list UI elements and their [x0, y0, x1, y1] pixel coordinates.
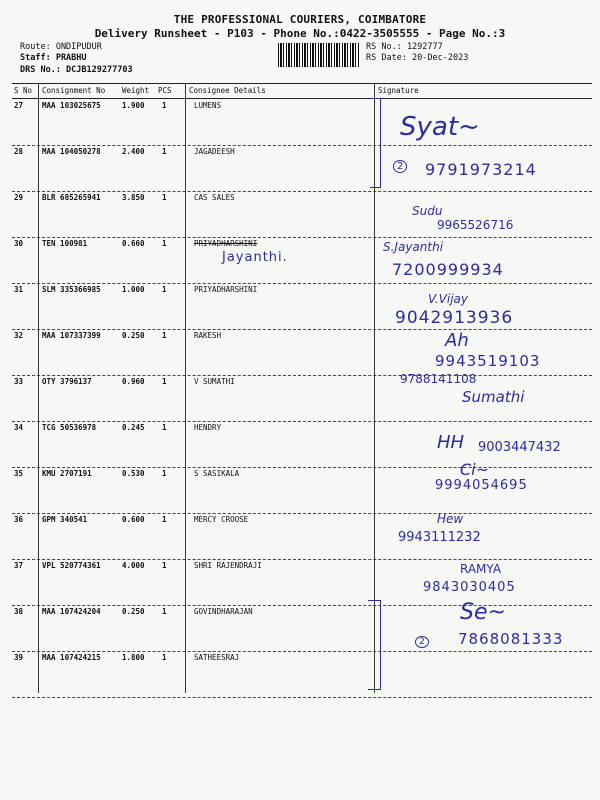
- row37-phone: 9843030405: [423, 580, 516, 595]
- row29-phone: 9965526716: [437, 218, 514, 232]
- cell-weight: 0.600: [122, 515, 145, 524]
- table-row: [12, 101, 592, 146]
- cell-pcs: 1: [162, 239, 167, 248]
- cell-sno: 39: [14, 653, 24, 662]
- drs-label: DRS No.: DCJB129277703: [20, 65, 133, 75]
- cell-consignment: MAA 107424215: [42, 653, 101, 662]
- document-subtitle: Delivery Runsheet - P103 - Phone No.:0422-3505555 - Page No.:3: [94, 27, 506, 40]
- cell-sno: 33: [14, 377, 24, 386]
- ink-bracket: [368, 600, 381, 690]
- cell-pcs: 1: [162, 101, 167, 110]
- row28-count: 2: [393, 160, 407, 173]
- cell-consignment: MAA 103025675: [42, 101, 101, 110]
- cell-consignment: SLM 335366985: [42, 285, 101, 294]
- cell-consignee: PRIYADHARSHINI: [194, 239, 258, 248]
- cell-weight: 0.660: [122, 239, 145, 248]
- staff-label: Staff: PRABHU: [20, 53, 87, 63]
- cell-consignment: OTY 3796137: [42, 377, 92, 386]
- row-separator: [12, 467, 592, 468]
- row-separator: [12, 697, 592, 698]
- row32-phone: 9943519103: [435, 352, 541, 370]
- row30-name: Jayanthi.: [222, 250, 288, 265]
- table-row: [12, 653, 592, 698]
- cell-consignee: SATHEESRAJ: [194, 653, 240, 662]
- cell-pcs: 1: [162, 653, 167, 662]
- cell-consignment: TCG 50536978: [42, 423, 97, 432]
- cell-consignee: V SUMATHI: [194, 377, 235, 386]
- cell-consignee: GOVINDHARAJAN: [194, 607, 253, 616]
- cell-consignment: VPL 520774361: [42, 561, 101, 570]
- cell-consignment: MAA 107424204: [42, 607, 101, 616]
- col-sno: S No: [14, 86, 33, 95]
- cell-consignee: PRIYADHARSHINI: [194, 285, 258, 294]
- signature-scribble: Se~: [460, 600, 506, 625]
- signature-scribble: Sumathi: [462, 388, 525, 406]
- cell-sno: 28: [14, 147, 24, 156]
- row38-phone: 7868081333: [458, 630, 564, 648]
- cell-sno: 30: [14, 239, 24, 248]
- cell-weight: 3.850: [122, 193, 145, 202]
- cell-sno: 34: [14, 423, 24, 432]
- cell-weight: 0.530: [122, 469, 145, 478]
- cell-weight: 0.250: [122, 607, 145, 616]
- cell-consignment: MAA 107337399: [42, 331, 101, 340]
- row-separator: [12, 237, 592, 238]
- cell-pcs: 1: [162, 469, 167, 478]
- table-row: [12, 515, 592, 560]
- row38-count: 2: [415, 636, 429, 648]
- row28-phone: 9791973214: [425, 160, 537, 179]
- cell-weight: 1.800: [122, 653, 145, 662]
- signature-scribble: Ci~: [460, 460, 490, 479]
- cell-consignee: RAKESH: [194, 331, 222, 340]
- cell-pcs: 1: [162, 147, 167, 156]
- document-title: THE PROFESSIONAL COURIERS, COIMBATORE: [173, 13, 427, 26]
- row37-sign: RAMYA: [460, 562, 502, 576]
- cell-consignment: MAA 104050278: [42, 147, 101, 156]
- row31-phone: 9042913936: [395, 308, 514, 328]
- route-label: Route: ONDIPUDUR: [20, 42, 102, 52]
- cell-pcs: 1: [162, 377, 167, 386]
- cell-consignment: KMU 2707191: [42, 469, 92, 478]
- row-separator: [12, 375, 592, 376]
- cell-consignment: BLR 685265941: [42, 193, 101, 202]
- col-consignee: Consignee Details: [189, 86, 266, 95]
- cell-consignee: JAGADEESH: [194, 147, 235, 156]
- col-pcs: PCS: [158, 86, 172, 95]
- cell-sno: 35: [14, 469, 24, 478]
- signature-scribble: Sudu: [412, 204, 443, 218]
- cell-weight: 0.960: [122, 377, 145, 386]
- cell-weight: 0.245: [122, 423, 145, 432]
- signature-scribble: Hew: [437, 512, 464, 526]
- cell-sno: 32: [14, 331, 24, 340]
- cell-sno: 38: [14, 607, 24, 616]
- row34-phone: 9003447432: [478, 440, 561, 455]
- cell-pcs: 1: [162, 423, 167, 432]
- cell-weight: 1.900: [122, 101, 145, 110]
- cell-consignee: HENDRY: [194, 423, 222, 432]
- row-separator: [12, 421, 592, 422]
- cell-weight: 0.250: [122, 331, 145, 340]
- cell-pcs: 1: [162, 193, 167, 202]
- rs-date-label: RS Date: 20-Dec-2023: [366, 53, 469, 63]
- rs-no-label: RS No.: 1292777: [366, 42, 443, 52]
- row-separator: [12, 513, 592, 514]
- barcode: [278, 43, 360, 67]
- col-consignment: Consignment No: [42, 86, 106, 95]
- row31-sign: V.Vijay: [428, 292, 468, 306]
- cell-pcs: 1: [162, 561, 167, 570]
- cell-consignee: SHRI RAJENDRAJI: [194, 561, 262, 570]
- cell-sno: 37: [14, 561, 24, 570]
- row30-sign: S.Jayanthi: [383, 240, 444, 254]
- cell-sno: 36: [14, 515, 24, 524]
- signature-scribble: Ah: [445, 330, 469, 351]
- cell-pcs: 1: [162, 285, 167, 294]
- row-separator: [12, 145, 592, 146]
- row-separator: [12, 191, 592, 192]
- cell-weight: 2.400: [122, 147, 145, 156]
- cell-weight: 4.000: [122, 561, 145, 570]
- cell-pcs: 1: [162, 515, 167, 524]
- row30-phone: 7200999934: [392, 260, 504, 279]
- row-separator: [12, 651, 592, 652]
- ink-bracket: [370, 98, 381, 188]
- cell-consignee: S SASIKALA: [194, 469, 240, 478]
- table-header: [12, 83, 592, 99]
- cell-consignee: LUMENS: [194, 101, 222, 110]
- row36-phone: 9943111232: [398, 530, 481, 545]
- cell-sno: 27: [14, 101, 24, 110]
- signature-scribble: Syat~: [400, 112, 480, 142]
- table-row: [12, 239, 592, 284]
- cell-weight: 1.000: [122, 285, 145, 294]
- signature-scribble: HH: [437, 432, 465, 453]
- col-weight: Weight: [122, 86, 150, 95]
- cell-consignee: CAS SALES: [194, 193, 235, 202]
- cell-sno: 29: [14, 193, 24, 202]
- row35-phone: 9994054695: [435, 478, 528, 493]
- cell-pcs: 1: [162, 607, 167, 616]
- cell-sno: 31: [14, 285, 24, 294]
- row33-phone: 9788141108: [400, 372, 477, 386]
- row-separator: [12, 329, 592, 330]
- cell-consignment: TEN 100981: [42, 239, 88, 248]
- col-signature: Signature: [378, 86, 419, 95]
- row-separator: [12, 559, 592, 560]
- row-separator: [12, 283, 592, 284]
- cell-consignee: MERCY CROOSE: [194, 515, 249, 524]
- cell-pcs: 1: [162, 331, 167, 340]
- cell-consignment: GPM 340541: [42, 515, 88, 524]
